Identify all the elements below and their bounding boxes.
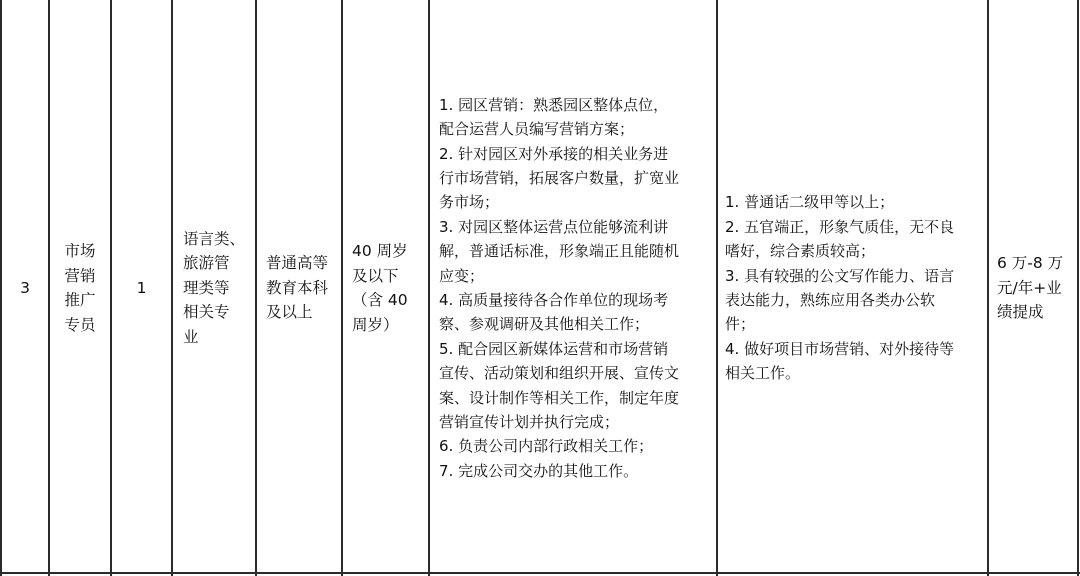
requirements-list bbox=[725, 190, 954, 385]
cell-position bbox=[50, 0, 110, 576]
duty-item: 3. 对园区整体运营点位能够流利讲 解，普通话标准，形象端正且能随机 应变； bbox=[439, 217, 680, 285]
duty-item: 2. 针对园区对外承接的相关业务进 行市场营销，拓展客户数量，扩宽业 务市场； bbox=[439, 144, 680, 212]
duty-item: 4. 高质量接待各合作单位的现场考 察、参观调研及其他相关工作； bbox=[439, 291, 669, 334]
cell-count bbox=[112, 0, 171, 576]
education-requirement: 普通高等 教育本科 及以上 bbox=[266, 254, 329, 322]
cell-salary bbox=[989, 0, 1077, 576]
duty-item: 5. 配合园区新媒体运营和市场营销 宣传、活动策划和组织开展、宣传文 案、设计制作等相关工作，制定年度 营销宣传计划并执行完成； bbox=[439, 339, 680, 432]
duty-item: 1. 园区营销：熟悉园区整体点位， 配合运营人员编写营销方案； bbox=[439, 95, 669, 139]
cell-age bbox=[343, 0, 428, 576]
requirement-item: 2. 五官端正，形象气质佳，无不良 嗜好，综合素质较高； bbox=[725, 217, 955, 261]
salary-range: 6 万-8 万 元/年+业 绩提成 bbox=[997, 254, 1064, 322]
major-requirement: 语言类、 旅游管 理类等 相关专 业 bbox=[183, 229, 246, 346]
cell-requirements bbox=[718, 0, 987, 576]
duty-item: 7. 完成公司交办的其他工作。 bbox=[439, 461, 639, 480]
requirement-item: 4. 做好项目市场营销、对外接待等 相关工作。 bbox=[725, 339, 955, 383]
duty-item: 6. 负责公司内部行政相关工作； bbox=[439, 437, 654, 456]
duties-list bbox=[439, 93, 679, 484]
position-title: 市场 营销 推广 专员 bbox=[64, 242, 96, 334]
requirement-item: 3. 具有较强的公文写作能力、语言 表达能力，熟练应用各类办公软 件； bbox=[725, 266, 955, 334]
headcount: 1 bbox=[136, 278, 147, 297]
cell-index bbox=[2, 0, 48, 576]
cell-education bbox=[257, 0, 341, 576]
table-border-right bbox=[1077, 0, 1079, 576]
row-index: 3 bbox=[20, 278, 30, 297]
age-requirement: 40 周岁 及以下 （含 40 周岁） bbox=[352, 242, 408, 334]
requirement-item: 1. 普通话二级甲等以上； bbox=[725, 193, 895, 212]
cell-duties bbox=[430, 0, 716, 576]
cell-major bbox=[173, 0, 255, 576]
